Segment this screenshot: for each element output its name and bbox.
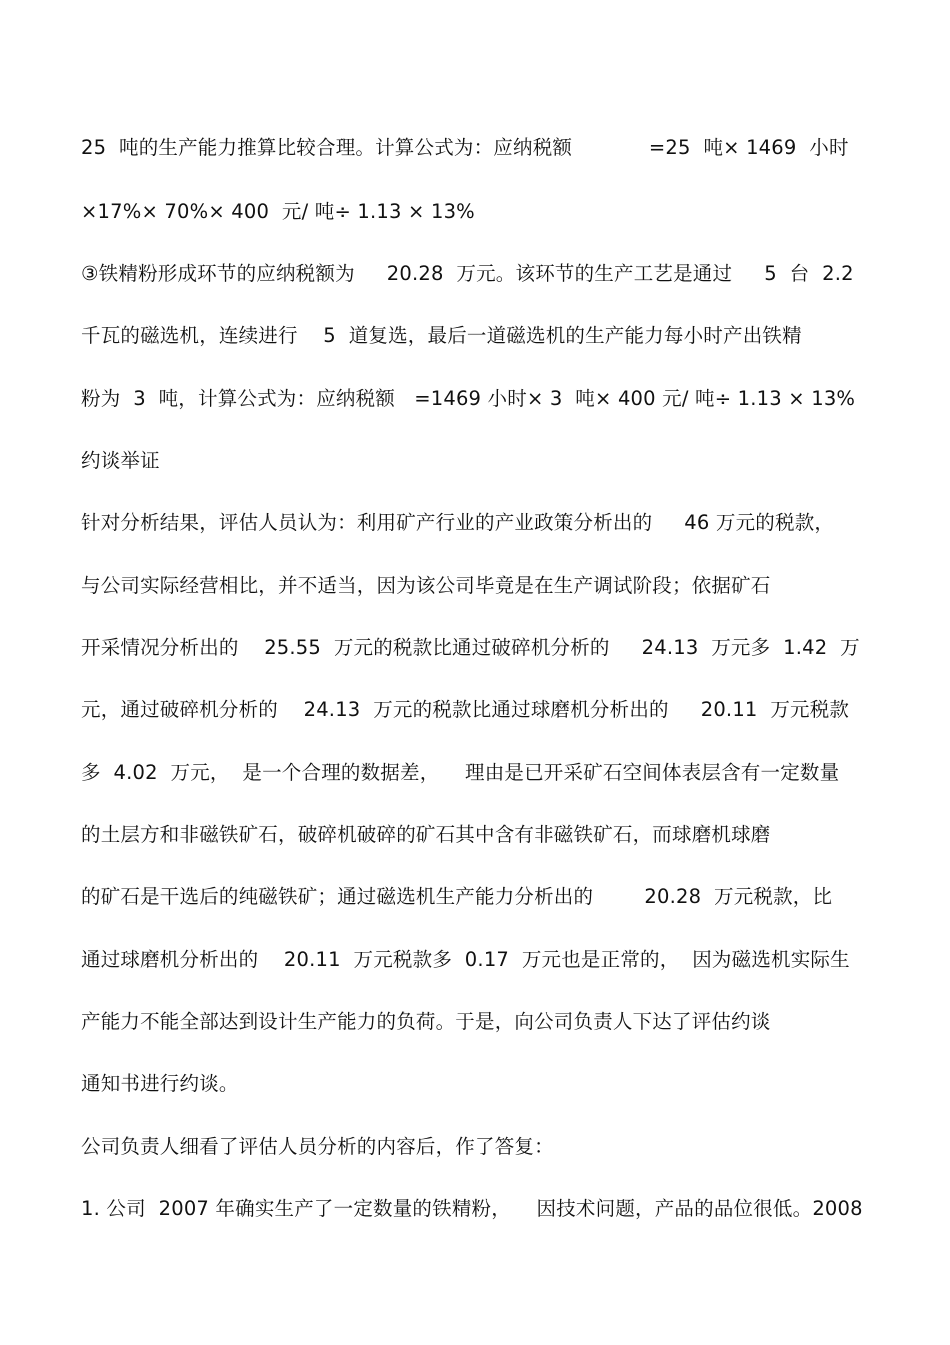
text-line-18: 1. 公司 2007 年确实生产了一定数量的铁精粉， 因技术问题，产品的品位很低。2008 [81,1197,863,1220]
text-line-7: 针对分析结果，评估人员认为：利用矿产行业的产业政策分析出的 46 万元的税款， [81,511,835,534]
text-line-2: ×17%× 70%× 400 元/ 吨÷ 1.13 × 13% [81,200,475,223]
text-line-4: 千瓦的磁选机，连续进行 5 道复选，最后一道磁选机的生产能力每小时产出铁精 [81,324,802,347]
text-line-15: 产能力不能全部达到设计生产能力的负荷。于是，向公司负责人下达了评估约谈 [81,1010,771,1033]
text-line-16: 通知书进行约谈。 [81,1072,239,1095]
text-line-8: 与公司实际经营相比，并不适当，因为该公司毕竟是在生产调试阶段；依据矿石 [81,574,771,597]
text-line-13: 的矿石是干选后的纯磁铁矿；通过磁选机生产能力分析出的 20.28 万元税款，比 [81,885,833,908]
text-line-10: 元，通过破碎机分析的 24.13 万元的税款比通过球磨机分析出的 20.11 万元税款 [81,698,850,721]
text-line-3: ③铁精粉形成环节的应纳税额为 20.28 万元。该环节的生产工艺是通过 5 台 2.2 [81,262,854,285]
section-heading: 约谈举证 [81,449,160,472]
text-line-1: 25 吨的生产能力推算比较合理。计算公式为：应纳税额 =25 吨× 1469 小时 [81,136,849,159]
text-line-12: 的土层方和非磁铁矿石，破碎机破碎的矿石其中含有非磁铁矿石，而球磨机球磨 [81,823,771,846]
text-line-5: 粉为 3 吨，计算公式为：应纳税额 =1469 小时× 3 吨× 400 元/ 吨÷ 1.13 × 13% [81,387,856,410]
text-line-14: 通过球磨机分析出的 20.11 万元税款多 0.17 万元也是正常的， 因为磁选机实际生 [81,948,850,971]
text-line-11: 多 4.02 万元， 是一个合理的数据差， 理由是已开采矿石空间体表层含有一定数量 [81,761,840,784]
text-line-9: 开采情况分析出的 25.55 万元的税款比通过破碎机分析的 24.13 万元多 1.42 万 [81,636,860,659]
text-line-17: 公司负责人细看了评估人员分析的内容后，作了答复： [81,1135,554,1158]
